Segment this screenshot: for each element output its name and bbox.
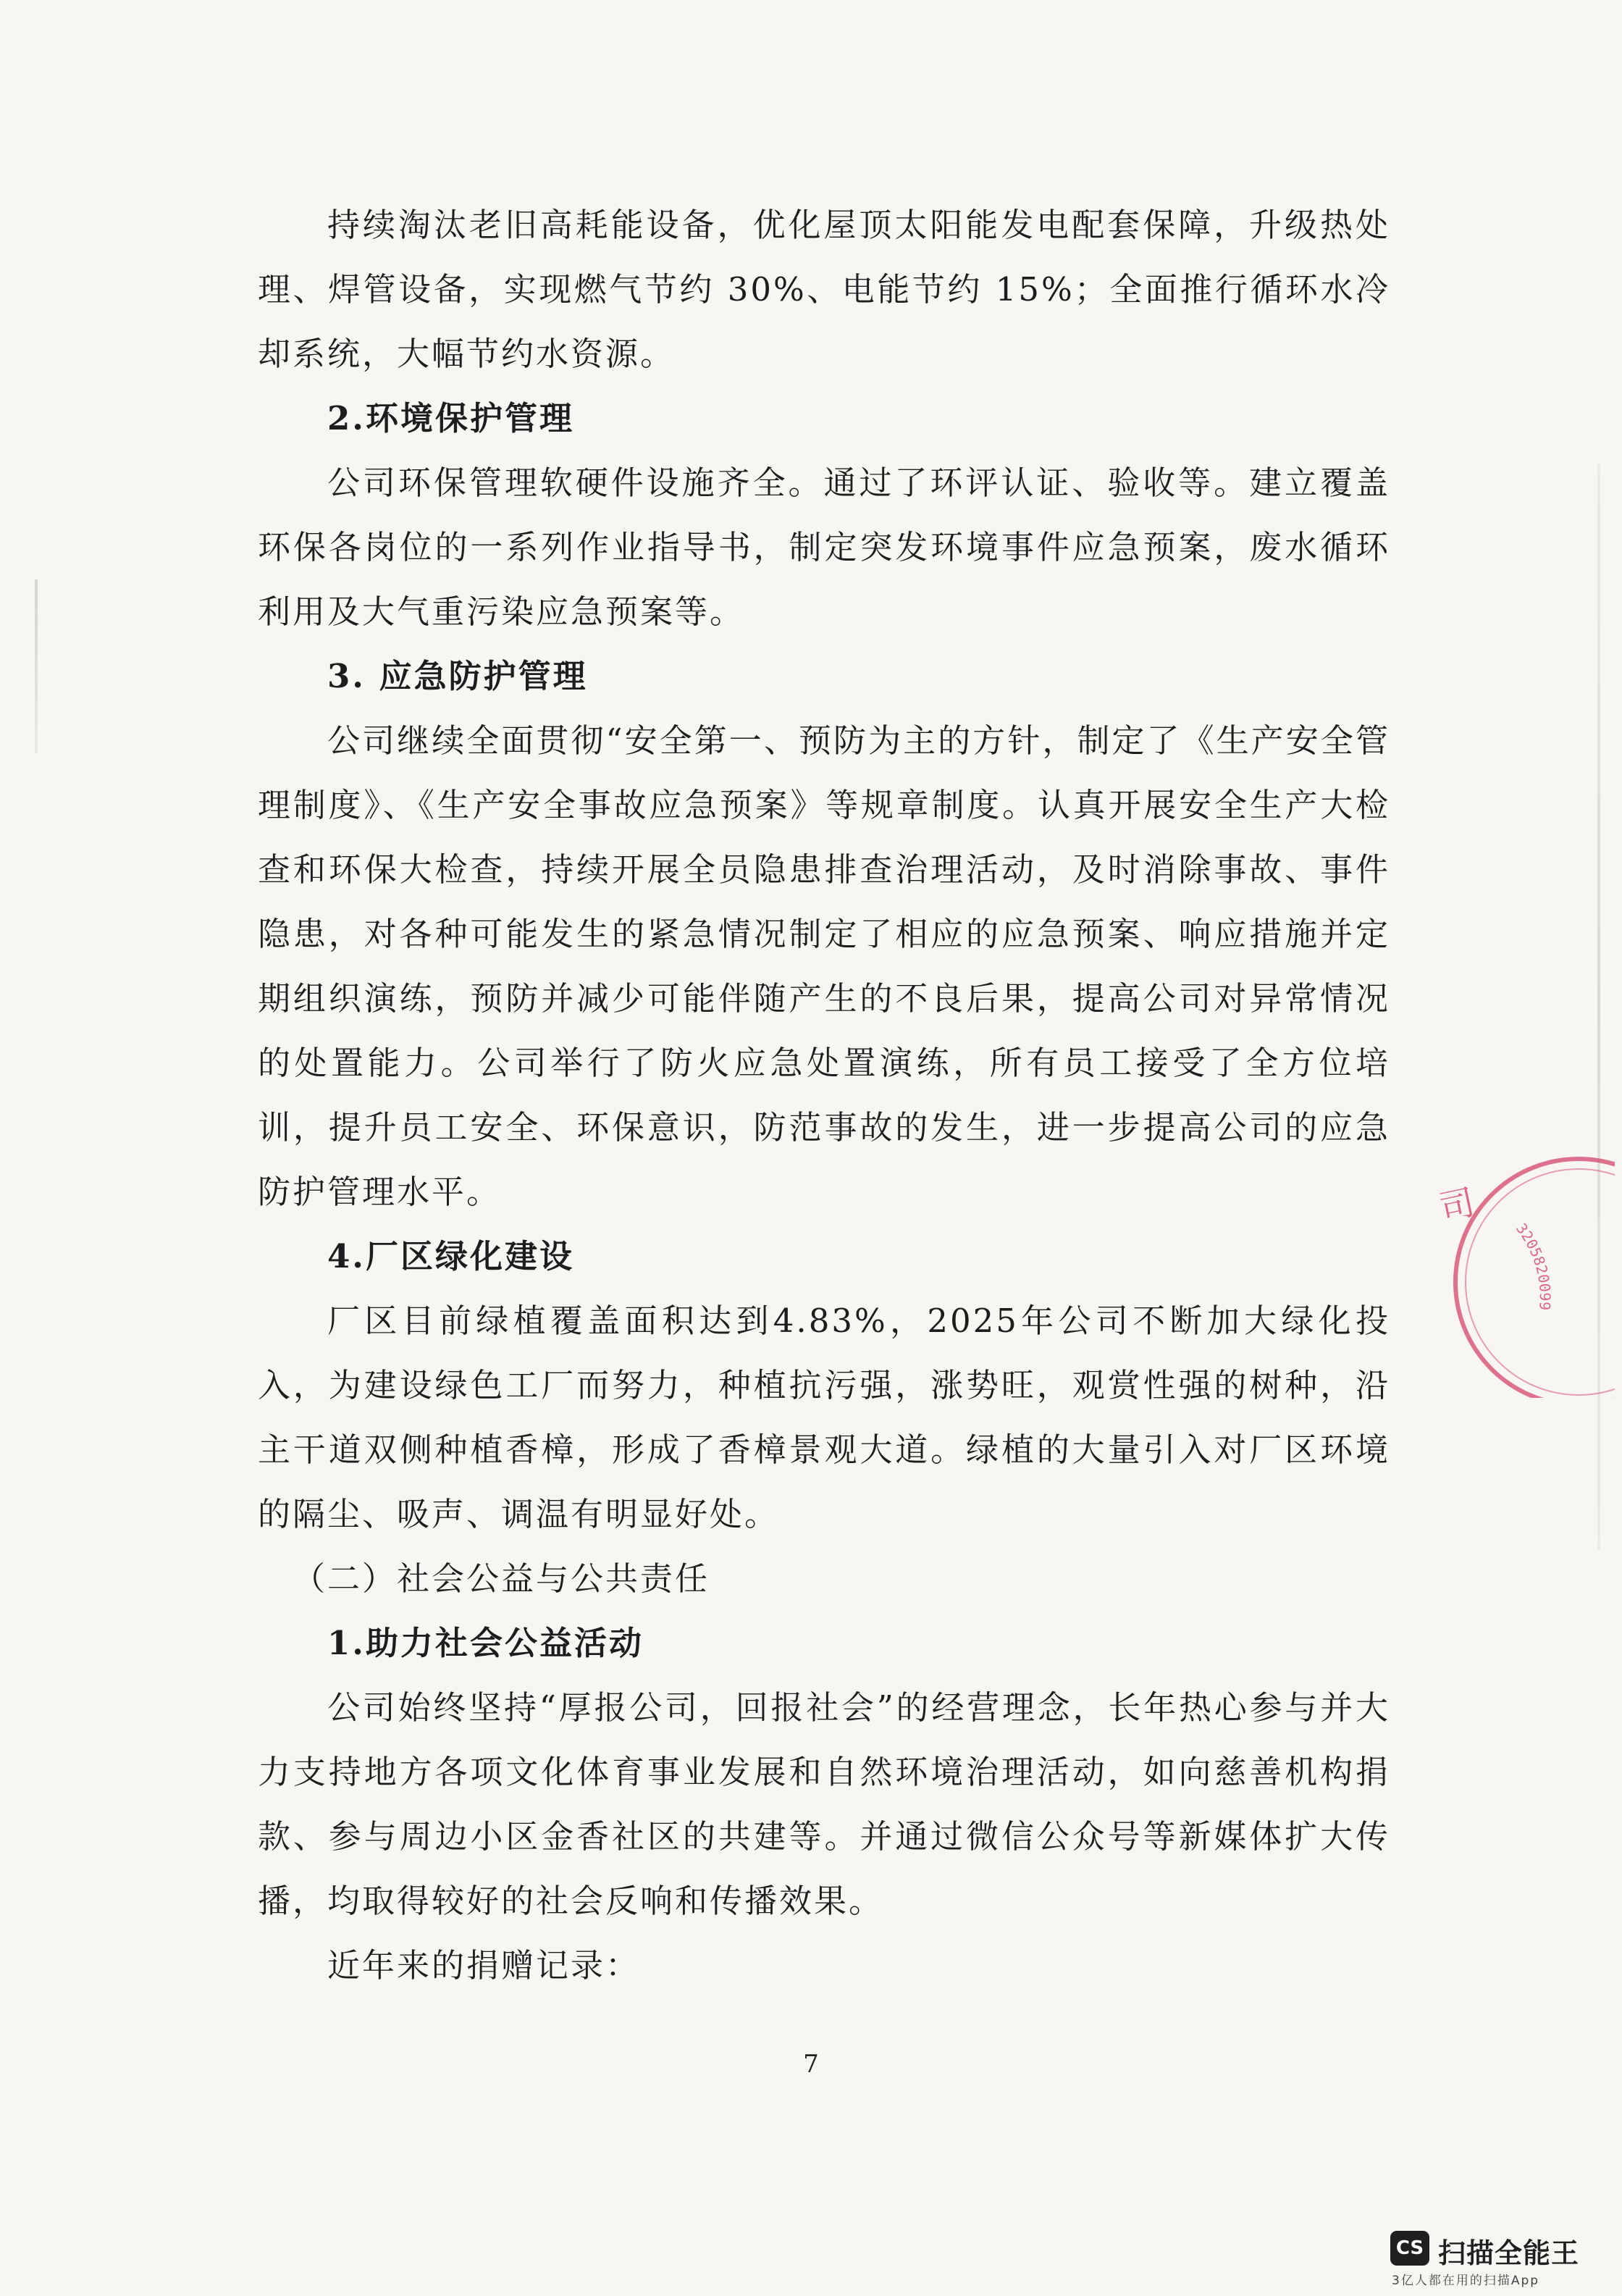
watermark-subtitle: 3亿人都在用的扫描App [1392,2274,1540,2288]
page-number: 7 [803,2050,819,2079]
paragraph-energy-saving: 持续淘汰老旧高耗能设备，优化屋顶太阳能发电配套保障，升级热处理、焊管设备，实现燃气节约 30%、电能节约 15%；全面推行循环水冷却系统，大幅节约水资源。 [258,206,1390,373]
heading-emergency-protection: 3. 应急防护管理 [327,657,588,695]
svg-text:3205820099: 3205820099 [1512,1220,1554,1311]
camscanner-logo: CS [1390,2231,1429,2266]
watermark-title: 扫描全能王 [1438,2237,1580,2269]
heading-environment-management: 2.环境保护管理 [327,399,574,437]
heading-public-welfare: 1.助力社会公益活动 [327,1624,644,1662]
paragraph-public-welfare: 公司始终坚持“厚报公司，回报社会”的经营理念，长年热心参与并大力支持地方各项文化体育事业发展和自然环境治理活动，如向慈善机构捐款、参与周边小区金香社区的共建等。并通过微信公众号等新媒体扩大传播，均取得较好的社会反响和传播效果。 [258,1688,1390,1920]
paragraph-environment-management: 公司环保管理软硬件设施齐全。通过了环评认证、验收等。建立覆盖环保各岗位的一系列作业指导书，制定突发环境事件应急预案，废水循环利用及大气重污染应急预案等。 [258,464,1390,631]
paragraph-donation-record: 近年来的捐赠记录： [327,1946,641,1985]
svg-text:司: 司 [1435,1181,1479,1229]
paragraph-greening: 厂区目前绿植覆盖面积达到4.83%，2025年公司不断加大绿化投入，为建设绿色工厂而努力，种植抗污强，涨势旺，观赏性强的树种，沿主干道双侧种植香樟，形成了香樟景观大道。绿植的大量引入对厂区环境的隔尘、吸声、调温有明显好处。 [258,1302,1390,1533]
heading-greening: 4.厂区绿化建设 [327,1237,574,1275]
scanner-watermark [1390,2228,1608,2286]
paragraph-emergency-protection: 公司继续全面贯彻“安全第一、预防为主的方针，制定了《生产安全管理制度》、《生产安全事故应急预案》等规章制度。认真开展安全生产大检查和环保大检查，持续开展全员隐患排查治理活动，及时消除事故、事件隐患，对各种可能发生的紧急情况制定了相应的应急预案、响应措施并定期组织演练，预防并减少可能伴随产生的不良后果，提高公司对异常情况的处置能力。公司举行了防火应急处置演练，所有员工接受了全方位培训，提升员工安全、环保意识，防范事故的发生，进一步提高公司的应急防护管理水平。 [258,721,1390,1211]
scan-edge-left [35,579,38,753]
document-body [258,193,1390,1998]
heading-social-responsibility: （二）社会公益与公共责任 [293,1559,710,1598]
company-seal-stamp [1398,1137,1615,1398]
